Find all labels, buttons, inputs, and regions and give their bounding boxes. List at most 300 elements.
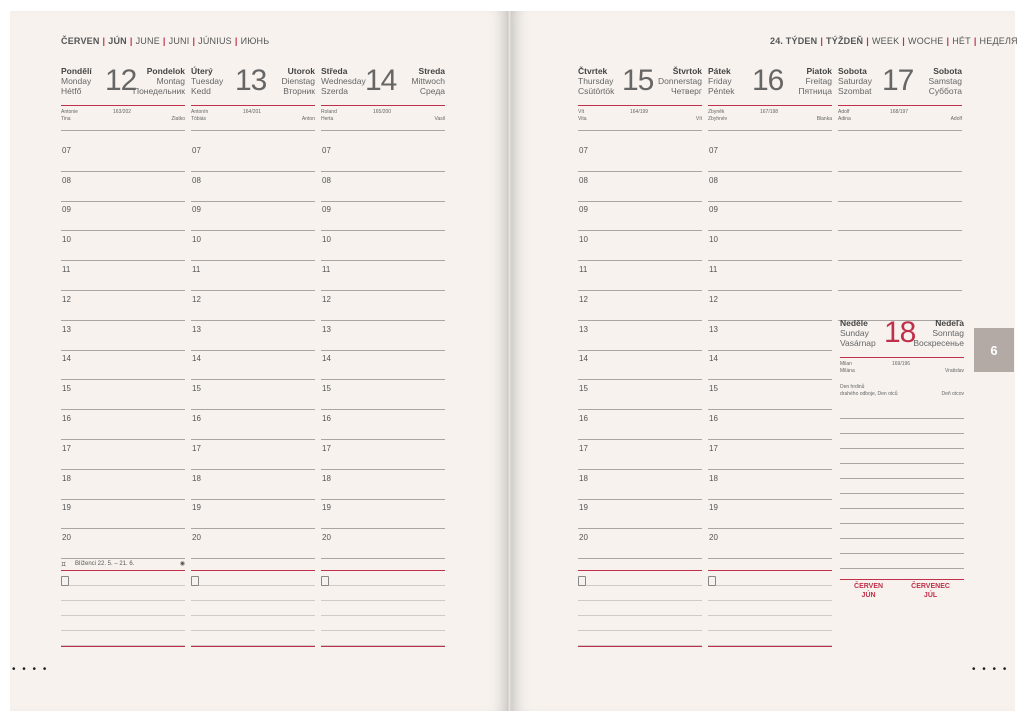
hour-label: 15	[192, 384, 201, 394]
hour-label: 12	[322, 294, 331, 304]
hour-row[interactable]	[708, 380, 832, 410]
note-line[interactable]	[61, 586, 185, 601]
hour-label: 15	[709, 384, 718, 394]
hour-row[interactable]	[61, 410, 185, 440]
sunday-note-line[interactable]	[840, 404, 964, 419]
day-name-cz: Středa	[321, 66, 348, 76]
hour-label: 15	[62, 384, 71, 394]
nameday-hu: Milána	[840, 368, 855, 374]
note-line[interactable]	[708, 616, 832, 631]
nameday-sk: Vasil	[434, 116, 445, 122]
hour-row[interactable]	[191, 291, 315, 321]
hour-row[interactable]	[321, 410, 445, 440]
hour-row[interactable]	[578, 380, 702, 410]
hour-label: 20	[62, 533, 71, 543]
day-name-sk: Štvrtok	[672, 66, 702, 76]
hour-label: 13	[62, 324, 71, 334]
hour-row[interactable]	[838, 172, 962, 202]
note-line[interactable]	[578, 601, 702, 616]
month-ru: ИЮНЬ	[240, 36, 270, 46]
hour-label: 14	[322, 354, 331, 364]
day-name-cz: Neděle	[840, 318, 868, 328]
day-header	[321, 64, 445, 106]
day-name-de: Donnerstag	[658, 76, 702, 86]
note-line[interactable]	[708, 571, 832, 586]
hour-row[interactable]	[321, 440, 445, 470]
hour-row[interactable]	[61, 202, 185, 232]
hour-row[interactable]	[708, 410, 832, 440]
hour-row[interactable]	[61, 142, 185, 172]
notes-area[interactable]	[578, 559, 702, 663]
note-end-divider	[191, 646, 315, 647]
note-icon	[321, 576, 329, 586]
note-line[interactable]	[321, 571, 445, 586]
nameday-cz: Zbyněk	[708, 109, 725, 115]
hour-row[interactable]	[708, 261, 832, 291]
nameday-sk: Anton	[301, 116, 315, 122]
day-count: 164/199	[630, 109, 649, 115]
note-line[interactable]	[321, 616, 445, 631]
hour-label: 16	[192, 413, 201, 423]
hour-row[interactable]	[321, 500, 445, 530]
hour-row[interactable]	[191, 202, 315, 232]
note-line[interactable]	[578, 571, 702, 586]
hour-label: 11	[579, 264, 588, 274]
hour-row[interactable]	[578, 470, 702, 500]
hour-row[interactable]	[838, 231, 962, 261]
hour-row[interactable]	[61, 529, 185, 559]
name-days	[708, 106, 832, 130]
hour-row[interactable]	[708, 321, 832, 351]
hour-row[interactable]	[321, 142, 445, 172]
hour-label: 09	[579, 205, 588, 215]
hour-label: 07	[709, 145, 718, 155]
note-line[interactable]	[191, 601, 315, 616]
hour-row[interactable]	[321, 380, 445, 410]
hour-row[interactable]	[321, 470, 445, 500]
day-number: 14	[365, 64, 397, 97]
hour-row[interactable]	[191, 261, 315, 291]
nameday-cz: Antonie	[61, 109, 78, 115]
notes-area[interactable]	[708, 559, 832, 663]
day-name-sk: Sobota	[933, 66, 962, 76]
day-number: 18	[884, 316, 916, 349]
day-header	[61, 64, 185, 106]
nameday-cz: Roland	[321, 109, 337, 115]
hour-label: 12	[192, 294, 201, 304]
hour-label: 11	[709, 264, 718, 274]
hour-row[interactable]	[838, 202, 962, 232]
month-header: ČERVEN | JÚN | JUNE | JUNI | JÚNIUS | ИЮНЬ	[61, 36, 270, 46]
sunday-note-line[interactable]	[840, 464, 964, 479]
nameday-sk: Blanka	[816, 116, 832, 122]
hour-label: 20	[709, 533, 718, 543]
day-count: 163/202	[113, 109, 132, 115]
week-ru: НЕДЕЛЯ	[979, 36, 1018, 46]
hour-label: 19	[579, 503, 588, 513]
note-divider	[708, 559, 832, 571]
notes-area[interactable]	[191, 559, 315, 663]
note-line[interactable]	[708, 586, 832, 601]
hour-row[interactable]	[838, 142, 962, 172]
note-line[interactable]	[191, 571, 315, 586]
hour-row[interactable]	[578, 321, 702, 351]
day-count: 164/201	[243, 109, 262, 115]
corner-dots-right: • • • •	[972, 664, 1009, 675]
notes-area[interactable]	[61, 559, 185, 663]
nameday-hu: Herta	[321, 116, 334, 122]
notes-area[interactable]	[321, 559, 445, 663]
hour-row[interactable]	[578, 410, 702, 440]
nameday-hu: Tina	[61, 116, 71, 122]
hour-label: 18	[322, 473, 331, 483]
hour-label: 19	[709, 503, 718, 513]
hour-row[interactable]	[578, 291, 702, 321]
week-cz: 24. TÝDEN	[770, 36, 818, 46]
day-name-hu: Szombat	[838, 86, 872, 96]
hour-label: 12	[579, 294, 588, 304]
hour-row[interactable]	[191, 529, 315, 559]
hour-row[interactable]	[708, 202, 832, 232]
hour-row[interactable]	[191, 142, 315, 172]
day-name-de: Freitag	[805, 76, 832, 86]
hour-row[interactable]	[838, 261, 962, 291]
nameday-cz: Vít	[578, 109, 585, 115]
name-days	[191, 106, 315, 130]
hour-row[interactable]	[578, 500, 702, 530]
month-tab[interactable]: 6	[974, 328, 1014, 372]
hour-label: 19	[192, 503, 201, 513]
sunday-note-line[interactable]	[840, 554, 964, 569]
day-count: 167/198	[760, 109, 779, 115]
hour-row[interactable]	[578, 142, 702, 172]
sunday-note-line[interactable]	[840, 434, 964, 449]
hour-row[interactable]	[61, 470, 185, 500]
sunday-note-line[interactable]	[840, 539, 964, 554]
day-name-sk: Nedeľa	[935, 318, 964, 328]
zodiac-label: Blíženci 22. 5. – 21. 6.	[75, 561, 135, 568]
hour-label: 07	[62, 145, 71, 155]
hour-row[interactable]	[708, 529, 832, 559]
note-end-divider	[578, 646, 702, 647]
hour-row[interactable]	[708, 351, 832, 381]
nameday-sk: Vít	[695, 116, 702, 122]
note-end-divider	[708, 646, 832, 647]
hour-row[interactable]	[321, 172, 445, 202]
hour-row[interactable]	[708, 142, 832, 172]
row-divider	[191, 130, 315, 142]
hour-label: 10	[322, 235, 331, 245]
hour-row[interactable]	[708, 231, 832, 261]
day-column	[708, 64, 832, 663]
note-line[interactable]	[708, 631, 832, 646]
day-name-de: Montag	[156, 76, 185, 86]
hour-row[interactable]	[191, 470, 315, 500]
note-line[interactable]	[578, 631, 702, 646]
sunday-lines	[840, 404, 964, 580]
day-name-sk: Pondelok	[146, 66, 185, 76]
hour-row[interactable]	[708, 500, 832, 530]
day-name-ru: Пятница	[798, 86, 832, 96]
day-name-en: Sunday	[840, 328, 869, 338]
hour-label: 16	[709, 413, 718, 423]
month-sk: JÚN	[108, 36, 127, 46]
nameday-hu: Adina	[838, 116, 851, 122]
day-number: 15	[622, 64, 654, 97]
hour-row[interactable]	[708, 440, 832, 470]
row-divider	[578, 130, 702, 142]
hour-label: 20	[192, 533, 201, 543]
hour-label: 16	[322, 413, 331, 423]
day-column	[578, 64, 702, 663]
day-name-en: Wednesday	[321, 76, 366, 86]
note-line[interactable]	[321, 586, 445, 601]
day-name-hu: Csütörtök	[578, 86, 615, 96]
hour-row[interactable]	[61, 351, 185, 381]
week-sk: TÝŽDEŇ	[826, 36, 864, 46]
hour-label: 19	[322, 503, 331, 513]
day-count: 168/197	[890, 109, 909, 115]
day-name-de: Sonntag	[932, 328, 964, 338]
hour-label: 07	[579, 145, 588, 155]
day-column	[61, 64, 185, 663]
day-name-ru: Понедельник	[132, 86, 185, 96]
holiday-cz: Den hrdinů	[840, 384, 865, 390]
hour-label: 14	[192, 354, 201, 364]
mini-cal-month-2-sk: JÚL	[923, 592, 938, 599]
mini-calendar	[840, 582, 964, 600]
note-line[interactable]	[61, 571, 185, 586]
day-name-sk: Piatok	[806, 66, 832, 76]
hour-row[interactable]	[61, 231, 185, 261]
day-name-ru: Воскресенье	[913, 338, 964, 348]
hour-label: 09	[192, 205, 201, 215]
hour-label: 13	[579, 324, 588, 334]
hour-label: 10	[709, 235, 718, 245]
hour-label: 20	[579, 533, 588, 543]
note-divider	[191, 559, 315, 571]
day-name-sk: Streda	[418, 66, 445, 76]
hour-label: 07	[322, 145, 331, 155]
sunday-note-line[interactable]	[840, 524, 964, 539]
sunday-note-line[interactable]	[840, 494, 964, 509]
day-name-de: Mittwoch	[411, 76, 445, 86]
sunday-note-line[interactable]	[840, 509, 964, 524]
hour-row[interactable]	[321, 351, 445, 381]
name-days	[321, 106, 445, 130]
nameday-hu: Tóbiás	[191, 116, 207, 122]
hour-row[interactable]	[578, 351, 702, 381]
sunday-note-line[interactable]	[840, 449, 964, 464]
nameday-hu: Zbyhnév	[708, 116, 728, 122]
day-header	[840, 316, 964, 358]
hour-label: 15	[322, 384, 331, 394]
month-hu: JÚNIUS	[198, 36, 232, 46]
hour-label: 09	[709, 205, 718, 215]
note-line[interactable]	[61, 631, 185, 646]
day-name-cz: Čtvrtek	[578, 66, 608, 76]
hour-row[interactable]	[191, 440, 315, 470]
mini-cal-month-1-sk: JÚN	[861, 592, 876, 599]
hour-row[interactable]	[578, 440, 702, 470]
nameday-hu: Vita	[578, 116, 587, 122]
hour-label: 13	[709, 324, 718, 334]
hour-label: 17	[709, 443, 718, 453]
hour-label: 15	[579, 384, 588, 394]
hour-label: 10	[192, 235, 201, 245]
day-number: 13	[235, 64, 267, 97]
hour-label: 08	[192, 175, 201, 185]
hour-label: 13	[322, 324, 331, 334]
hour-row[interactable]	[321, 529, 445, 559]
hour-row[interactable]	[578, 202, 702, 232]
name-days	[838, 106, 962, 130]
note-end-divider	[61, 646, 185, 647]
day-name-hu: Hétfő	[61, 86, 82, 96]
hour-label: 11	[62, 264, 71, 274]
note-line[interactable]	[191, 631, 315, 646]
day-count: 165/200	[373, 109, 392, 115]
hour-row[interactable]	[61, 261, 185, 291]
sunday-note-line[interactable]	[840, 479, 964, 494]
day-number: 12	[105, 64, 137, 97]
hour-row[interactable]	[191, 410, 315, 440]
hour-label: 07	[192, 145, 201, 155]
hour-row[interactable]	[191, 380, 315, 410]
hour-label: 18	[709, 473, 718, 483]
hour-row[interactable]	[191, 351, 315, 381]
day-name-en: Tuesday	[191, 76, 224, 86]
hour-row[interactable]	[61, 440, 185, 470]
hour-label: 13	[192, 324, 201, 334]
hour-row[interactable]	[321, 321, 445, 351]
sunday-block	[840, 316, 964, 397]
note-line[interactable]	[578, 616, 702, 631]
hour-row[interactable]	[61, 321, 185, 351]
hour-row[interactable]	[191, 172, 315, 202]
hour-label: 12	[62, 294, 71, 304]
day-name-sk: Utorok	[287, 66, 315, 76]
hour-label: 11	[192, 264, 201, 274]
day-header	[708, 64, 832, 106]
month-cz: ČERVEN	[61, 36, 100, 46]
day-name-hu: Péntek	[708, 86, 735, 96]
hour-row[interactable]	[578, 172, 702, 202]
corner-dots-left: • • • •	[12, 664, 49, 675]
day-name-ru: Четверг	[671, 86, 702, 96]
note-icon	[191, 576, 199, 586]
hour-row[interactable]	[708, 470, 832, 500]
note-line[interactable]	[321, 631, 445, 646]
day-name-en: Thursday	[578, 76, 614, 86]
hour-row[interactable]	[61, 500, 185, 530]
note-icon	[578, 576, 586, 586]
hour-row[interactable]	[321, 291, 445, 321]
hour-row[interactable]	[321, 202, 445, 232]
hour-row[interactable]	[321, 231, 445, 261]
hour-label: 11	[322, 264, 331, 274]
day-name-hu: Vasárnap	[840, 338, 876, 348]
day-name-en: Monday	[61, 76, 92, 86]
zodiac-row	[61, 559, 185, 571]
hour-label: 10	[62, 235, 71, 245]
hour-row[interactable]	[708, 291, 832, 321]
note-line[interactable]	[61, 616, 185, 631]
hour-label: 18	[62, 473, 71, 483]
name-days	[61, 106, 185, 130]
hour-label: 18	[192, 473, 201, 483]
hour-row[interactable]	[578, 261, 702, 291]
day-name-de: Samstag	[928, 76, 962, 86]
day-column	[191, 64, 315, 663]
name-days	[578, 106, 702, 130]
hour-label: 09	[322, 205, 331, 215]
note-icon	[708, 576, 716, 586]
hour-label: 08	[709, 175, 718, 185]
holiday-cz-2: drahého odboje, Den otců	[840, 391, 898, 397]
hour-row[interactable]	[191, 321, 315, 351]
day-name-en: Friday	[708, 76, 732, 86]
hour-row[interactable]	[61, 291, 185, 321]
nameday-sk: Zlatko	[171, 116, 185, 122]
day-column	[321, 64, 445, 663]
hour-label: 08	[62, 175, 71, 185]
day-name-ru: Вторник	[283, 86, 315, 96]
hour-row[interactable]	[191, 231, 315, 261]
hour-label: 09	[62, 205, 71, 215]
hour-row[interactable]	[708, 172, 832, 202]
note-line[interactable]	[191, 586, 315, 601]
day-name-de: Dienstag	[281, 76, 315, 86]
day-header	[191, 64, 315, 106]
hour-row[interactable]	[61, 172, 185, 202]
holiday-sk: Deň otcov	[941, 391, 964, 397]
hour-label: 14	[709, 354, 718, 364]
note-line[interactable]	[708, 601, 832, 616]
note-divider	[321, 559, 445, 571]
row-divider	[708, 130, 832, 142]
hour-row[interactable]	[578, 529, 702, 559]
mini-cal-month-1: ČERVEN	[854, 583, 884, 590]
day-name-cz: Pátek	[708, 66, 731, 76]
note-line[interactable]	[578, 586, 702, 601]
eye-icon: ◉	[179, 561, 185, 568]
day-name-hu: Kedd	[191, 86, 211, 96]
note-line[interactable]	[61, 601, 185, 616]
hour-row[interactable]	[191, 500, 315, 530]
day-name-en: Saturday	[838, 76, 873, 86]
hour-label: 08	[322, 175, 331, 185]
hour-label: 14	[62, 354, 71, 364]
hour-label: 17	[322, 443, 331, 453]
note-line[interactable]	[321, 601, 445, 616]
hour-label: 17	[579, 443, 588, 453]
gemini-icon: ♊	[61, 562, 67, 569]
hour-row[interactable]	[578, 231, 702, 261]
hour-label: 16	[579, 413, 588, 423]
hour-label: 16	[62, 413, 71, 423]
day-name-cz: Sobota	[838, 66, 867, 76]
sunday-note-line[interactable]	[840, 419, 964, 434]
day-name-ru: Среда	[419, 86, 445, 96]
hour-label: 12	[709, 294, 718, 304]
hour-row[interactable]	[321, 261, 445, 291]
note-line[interactable]	[191, 616, 315, 631]
month-en: JUNE	[135, 36, 160, 46]
hour-row[interactable]	[61, 380, 185, 410]
sunday-end-divider	[840, 579, 964, 580]
day-header	[838, 64, 962, 106]
